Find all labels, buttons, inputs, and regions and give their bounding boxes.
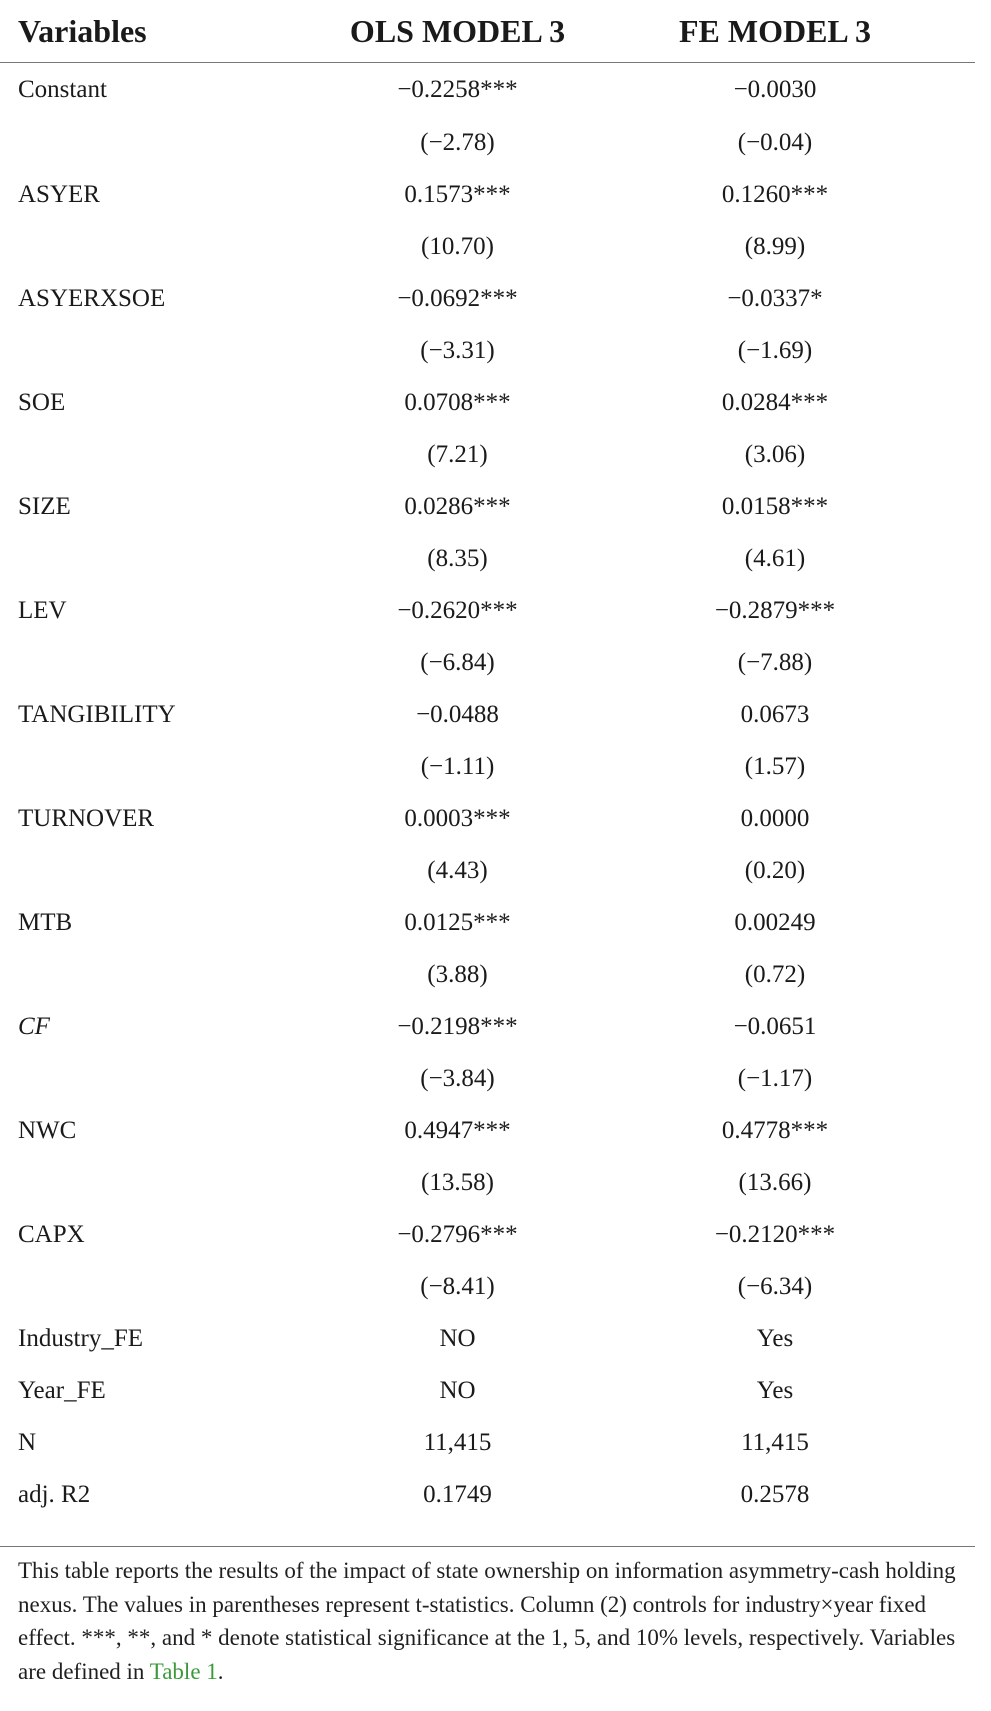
fe-value-cell: 11,415	[741, 1429, 809, 1456]
variable-name-cell	[0, 949, 300, 1001]
fe-value-cell: (13.66)	[738, 1169, 812, 1196]
table-row-tstat	[0, 325, 975, 377]
fe-value-cell: 0.2578	[740, 1481, 810, 1508]
ols-value-cell: (−3.84)	[420, 1065, 495, 1092]
table-footnote	[18, 1554, 978, 1688]
variable-name-cell	[0, 637, 300, 689]
ols-value-cell: (−8.41)	[420, 1273, 495, 1300]
fe-value-cell: 0.0284***	[721, 389, 829, 416]
ols-value-cell: (4.43)	[427, 857, 488, 884]
variable-name-cell	[0, 1261, 300, 1313]
header-row	[0, 0, 975, 63]
fe-value-cell: (4.61)	[744, 545, 806, 572]
variable-name-cell	[0, 1157, 300, 1209]
header-fe-model-3: FE MODEL 3	[615, 0, 975, 63]
variable-name-cell: MTB	[18, 909, 73, 936]
fe-value-cell: (−6.34)	[737, 1273, 813, 1300]
ols-value-cell: 0.0003***	[404, 805, 511, 832]
fe-value-cell: 0.0158***	[721, 493, 829, 520]
ols-value-cell: 0.0286***	[404, 493, 511, 520]
ols-value-cell: (10.70)	[421, 233, 494, 260]
ols-value-cell: −0.2258***	[397, 76, 518, 103]
fe-value-cell: (8.99)	[744, 233, 806, 260]
variable-name-cell: Constant	[18, 76, 107, 103]
fe-value-cell: −0.0651	[733, 1013, 817, 1040]
ols-value-cell: NO	[439, 1325, 476, 1352]
table-row	[0, 897, 975, 949]
table-row-tstat	[0, 533, 975, 585]
table-row-tstat	[0, 949, 975, 1001]
ols-value-cell: 11,415	[423, 1429, 492, 1456]
table-row	[0, 1105, 975, 1157]
variable-name-cell	[0, 533, 300, 585]
table-row	[0, 169, 975, 221]
fe-value-cell: −0.2879***	[714, 597, 836, 624]
fe-value-cell: Yes	[756, 1325, 794, 1352]
fe-value-cell: (−0.04)	[737, 129, 813, 156]
fe-value-cell: (1.57)	[744, 753, 806, 780]
table-1-link[interactable]: Table 1	[149, 1658, 218, 1684]
table-row	[0, 1001, 975, 1053]
table-row	[0, 1469, 975, 1521]
variable-name-cell	[0, 1053, 300, 1105]
ols-value-cell: (−1.11)	[420, 753, 495, 780]
table-row-tstat	[0, 117, 975, 169]
fe-value-cell: −0.2120***	[714, 1221, 836, 1248]
table-row	[0, 1209, 975, 1261]
ols-value-cell: −0.2796***	[397, 1221, 518, 1248]
ols-value-cell: 0.0125***	[404, 909, 511, 936]
fe-value-cell: 0.4778***	[721, 1117, 829, 1144]
ols-value-cell: (13.58)	[421, 1169, 494, 1196]
table-row	[0, 481, 975, 533]
ols-value-cell: (−3.31)	[420, 337, 495, 364]
fe-value-cell: 0.0000	[740, 805, 810, 832]
table-row-tstat	[0, 1261, 975, 1313]
ols-value-cell: 0.4947***	[404, 1117, 511, 1144]
ols-value-cell: (7.21)	[427, 441, 488, 468]
variable-name-cell: ASYERXSOE	[18, 285, 166, 312]
variable-name-cell: adj. R2	[18, 1481, 91, 1508]
variable-name-cell: SOE	[18, 389, 66, 416]
fe-value-cell: −0.0337*	[727, 285, 823, 312]
variable-name-cell: CAPX	[18, 1221, 85, 1248]
ols-value-cell: NO	[439, 1377, 476, 1404]
variable-name-cell: Industry_FE	[18, 1325, 143, 1352]
table-row	[0, 63, 975, 118]
variable-name-cell: TURNOVER	[18, 805, 155, 832]
table-row-tstat	[0, 741, 975, 793]
table-row	[0, 377, 975, 429]
variable-name-cell: CF	[18, 1013, 50, 1040]
variable-name-cell: NWC	[18, 1117, 77, 1144]
ols-value-cell: −0.2620***	[397, 597, 518, 624]
table-body	[0, 63, 975, 1522]
table-bottom-rule	[0, 1546, 975, 1547]
table-row	[0, 793, 975, 845]
ols-value-cell: (3.88)	[427, 961, 488, 988]
variable-name-cell	[0, 429, 300, 481]
variable-name-cell	[0, 325, 300, 377]
variable-name-cell	[0, 221, 300, 273]
variable-name-cell: Year_FE	[18, 1377, 106, 1404]
variable-name-cell: ASYER	[18, 181, 100, 208]
table-row	[0, 1365, 975, 1417]
table-row-tstat	[0, 1157, 975, 1209]
table-row	[0, 689, 975, 741]
table-header	[0, 0, 975, 63]
table-row-tstat	[0, 221, 975, 273]
table-row-tstat	[0, 845, 975, 897]
ols-value-cell: (−2.78)	[420, 129, 495, 156]
header-variables: Variables	[0, 0, 300, 63]
fe-value-cell: −0.0030	[733, 76, 817, 103]
variable-name-cell: N	[18, 1429, 37, 1456]
variable-name-cell: LEV	[18, 597, 67, 624]
table-row-tstat	[0, 637, 975, 689]
variable-name-cell	[0, 741, 300, 793]
variable-name-cell: SIZE	[18, 493, 71, 520]
table-row	[0, 585, 975, 637]
fe-value-cell: (0.20)	[744, 857, 806, 884]
ols-value-cell: (8.35)	[427, 545, 488, 572]
fe-value-cell: 0.1260***	[721, 181, 829, 208]
table-row	[0, 273, 975, 325]
table-row	[0, 1417, 975, 1469]
fe-value-cell: (−1.17)	[737, 1065, 813, 1092]
table-row-tstat	[0, 429, 975, 481]
fe-value-cell: (3.06)	[744, 441, 806, 468]
fe-value-cell: 0.0673	[740, 701, 810, 728]
fe-value-cell: Yes	[756, 1377, 794, 1404]
ols-value-cell: −0.0692***	[397, 285, 518, 312]
fe-value-cell: (0.72)	[744, 961, 806, 988]
variable-name-cell	[0, 117, 300, 169]
variable-name-cell: TANGIBILITY	[18, 701, 176, 728]
ols-value-cell: 0.1749	[423, 1481, 492, 1508]
fe-value-cell: (−1.69)	[737, 337, 813, 364]
ols-value-cell: −0.2198***	[397, 1013, 518, 1040]
table-row-tstat	[0, 1053, 975, 1105]
footnote-end: .	[217, 1658, 224, 1684]
header-ols-model-3: OLS MODEL 3	[300, 0, 615, 63]
ols-value-cell: −0.0488	[416, 701, 499, 728]
ols-value-cell: 0.0708***	[404, 389, 511, 416]
table-row	[0, 1313, 975, 1365]
ols-value-cell: 0.1573***	[404, 181, 511, 208]
fe-value-cell: (−7.88)	[737, 649, 813, 676]
ols-value-cell: (−6.84)	[420, 649, 495, 676]
variable-name-cell	[0, 845, 300, 897]
footnote-text: This table reports the results of the impact of state ownership on information asymmetry-cash holding nexus. The values in parentheses represent t-statistics. Column (2) controls for industry×year fixed effect. ***, **, and * denote statistical significance at the 1, 5, and 10% levels, respectively. Variables are defined in	[18, 1558, 956, 1684]
fe-value-cell: 0.00249	[734, 909, 816, 936]
